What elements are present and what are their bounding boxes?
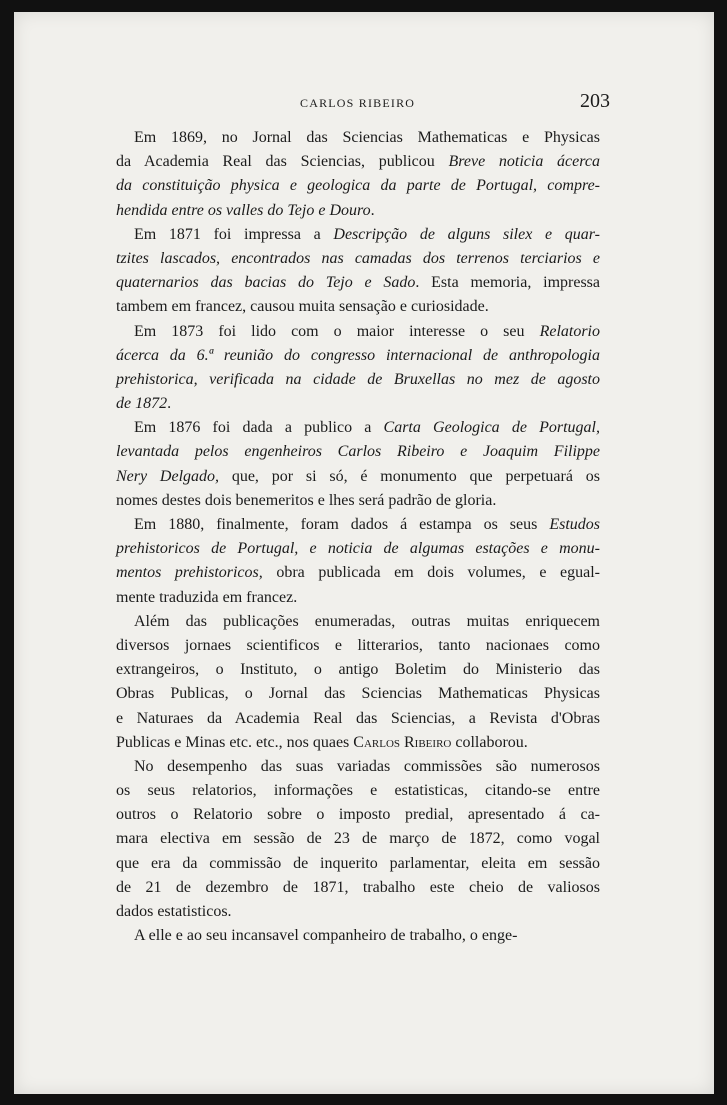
italic-title: prehistorica, verificada na cidade de Bruxellas no mez de agosto	[116, 370, 600, 388]
italic-title: Carta Geologica de Portugal,	[383, 419, 601, 437]
text-run: os seus relatorios, informações e estatisticas, citando-se entre	[116, 782, 600, 800]
italic-title: da constituição physica e geologica da parte de Portugal, compre-	[116, 177, 600, 195]
text-line	[116, 440, 600, 464]
text-line	[116, 731, 600, 755]
text-run: collaborou.	[451, 733, 528, 751]
text-run: tambem em francez, causou muita sensação e curiosidade.	[116, 298, 489, 316]
text-run: de 21 de dezembro de 1871, trabalho este cheio de valiosos	[116, 878, 600, 896]
text-line	[116, 827, 600, 851]
text-run: mente traduzida em francez.	[116, 588, 298, 606]
text-line	[116, 682, 600, 706]
text-line	[116, 803, 600, 827]
text-line	[116, 900, 600, 924]
text-run: Em 1880, finalmente, foram dados á estampa os seus	[134, 516, 550, 533]
italic-title: ácerca da 6.ª reunião do congresso internacional de anthropologia	[116, 346, 600, 364]
paragraph	[116, 320, 600, 417]
text-run: A elle e ao seu incansavel companheiro de trabalho, o enge-	[134, 927, 518, 945]
paragraph	[116, 924, 600, 948]
italic-title: Breve noticia ácerca	[448, 153, 600, 171]
italic-title: Descripção de alguns silex e quar-	[333, 225, 600, 243]
text-line	[116, 320, 600, 344]
italic-title: Estudos	[549, 516, 600, 533]
text-run: Em 1871 foi impressa a	[134, 225, 334, 243]
text-line	[116, 126, 600, 150]
text-run: Em 1873 foi lido com o maior interesse o seu	[134, 322, 540, 340]
text-line	[116, 586, 600, 610]
text-line	[116, 537, 600, 561]
text-run: da Academia Real das Sciencias, publicou	[116, 153, 449, 171]
paragraph	[116, 223, 600, 320]
paragraph	[116, 513, 600, 610]
text-line	[116, 658, 600, 682]
text-run: diversos jornaes scientificos e litterarios, tanto nacionaes como	[116, 636, 600, 654]
text-run: que era da commissão de inquerito parlamentar, eleita em sessão	[116, 854, 600, 872]
text-run: dados estatisticos.	[116, 903, 232, 920]
text-run: nomes destes dois benemeritos e lhes será padrão de gloria.	[116, 491, 497, 509]
text-line	[116, 199, 600, 223]
text-run: Obras Publicas, o Jornal das Sciencias Mathematicas Physicas	[116, 685, 600, 703]
paragraph	[116, 610, 600, 755]
paragraph	[116, 755, 600, 924]
text-run: Em 1876 foi dada a publico a	[134, 419, 384, 437]
italic-title: mentos prehistoricos,	[116, 564, 263, 582]
italic-title: hendida entre os valles do Tejo e Douro	[116, 201, 371, 219]
paragraph	[116, 126, 600, 223]
italic-title: tzites lascados, encontrados nas camadas dos terrenos terciarios e	[116, 249, 600, 267]
text-line	[116, 876, 600, 900]
text-line	[116, 295, 600, 319]
text-line	[116, 852, 600, 876]
text-line	[116, 755, 600, 779]
text-line	[116, 392, 600, 416]
italic-title: prehistoricos de Portugal, e noticia de algumas estações e monu-	[116, 540, 600, 558]
running-title: CARLOS RIBEIRO	[300, 96, 416, 110]
text-run: Além das publicações enumeradas, outras muitas enriquecem	[134, 612, 600, 630]
page-header	[114, 90, 610, 114]
text-run: . Esta memoria, impressa	[415, 274, 600, 292]
italic-title: levantada pelos engenheiros Carlos Ribeiro e Joaquim Filippe	[116, 443, 600, 461]
paragraph	[116, 416, 600, 513]
text-run: .	[167, 395, 172, 413]
text-line	[116, 223, 600, 247]
text-run: Em 1869, no Jornal das Sciencias Mathematicas e Physicas	[134, 129, 600, 146]
text-line	[116, 150, 600, 174]
text-line	[116, 707, 600, 731]
text-run: No desempenho das suas variadas commissões são numerosos	[134, 757, 600, 775]
text-line	[116, 368, 600, 392]
text-run: e Naturaes da Academia Real das Sciencias, a Revista d'Obras	[116, 709, 600, 727]
italic-title: Nery Delgado,	[116, 467, 220, 485]
text-line	[116, 513, 600, 537]
text-line	[116, 271, 600, 295]
text-line	[116, 465, 600, 489]
text-line	[116, 174, 600, 198]
text-run: mara electiva em sessão de 23 de março de 1872, como vogal	[116, 830, 600, 848]
text-run: Publicas e Minas etc. etc., nos quaes	[116, 733, 354, 751]
author-name: Carlos Ribeiro	[353, 733, 452, 751]
text-run: que, por si só, é monumento que perpetuará os	[219, 467, 601, 485]
italic-title: de 1872	[116, 395, 168, 413]
text-line	[116, 344, 600, 368]
text-run: outros o Relatorio sobre o imposto predial, apresentado á ca-	[116, 806, 600, 824]
text-line	[116, 634, 600, 658]
text-line	[116, 610, 600, 634]
text-body	[116, 126, 600, 948]
text-run: .	[370, 201, 375, 219]
text-line	[116, 561, 600, 585]
text-line	[116, 416, 600, 440]
text-run: obra publicada em dois volumes, e egual-	[262, 564, 600, 582]
italic-title: quaternarios das bacias do Tejo e Sado	[116, 274, 416, 292]
text-line	[116, 924, 600, 948]
page-number: 203	[580, 90, 610, 112]
italic-title: Relatorio	[539, 322, 600, 340]
text-line	[116, 779, 600, 803]
text-line	[116, 247, 600, 271]
text-line	[116, 489, 600, 513]
text-run: extrangeiros, o Instituto, o antigo Boletim do Ministerio das	[116, 661, 600, 679]
book-page	[14, 12, 714, 1094]
